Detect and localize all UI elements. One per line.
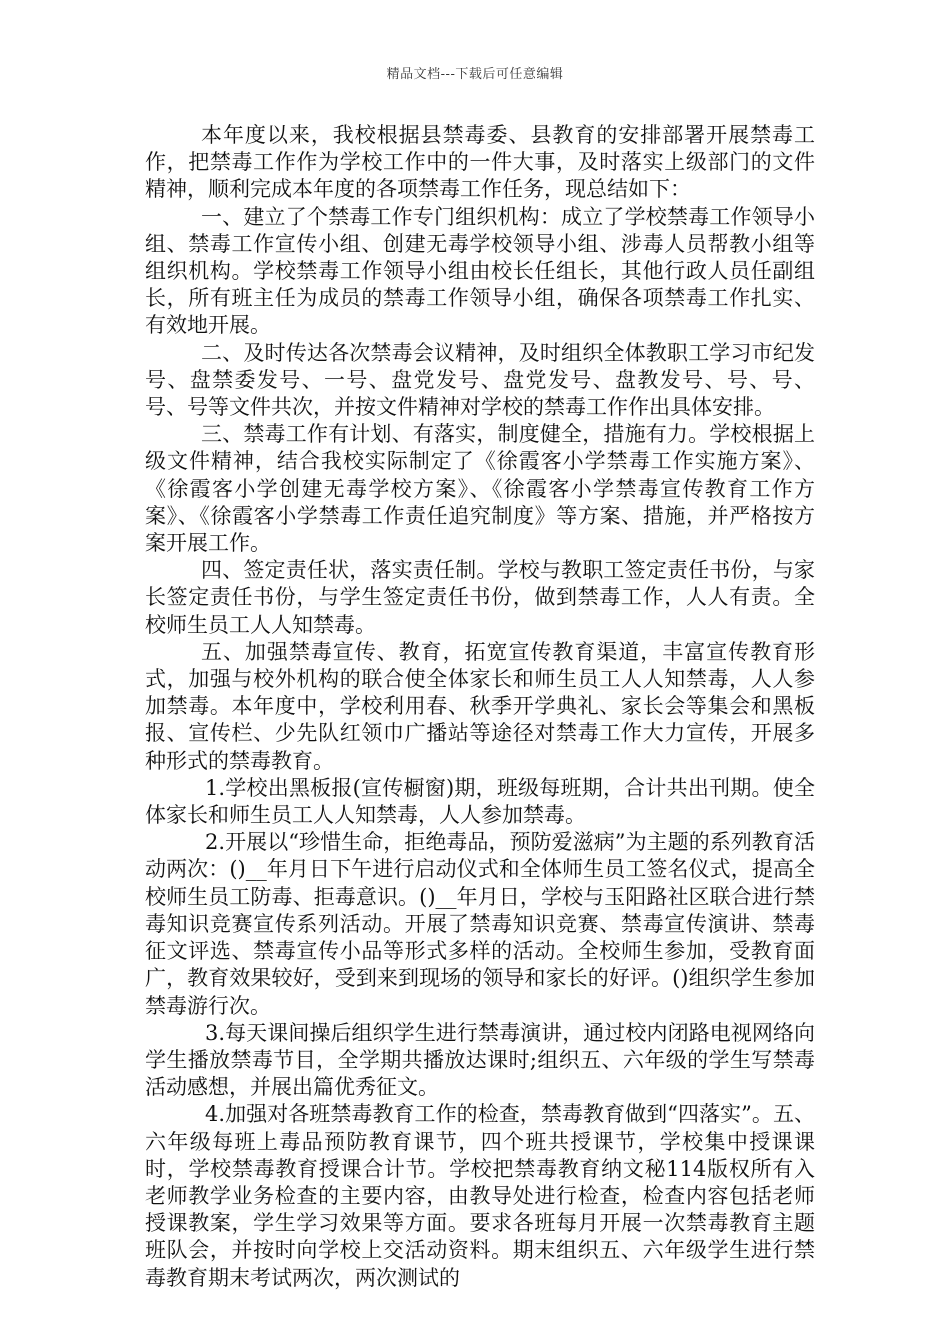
paragraph-intro: 本年度以来，我校根据县禁毒委、县教育的安排部署开展禁毒工作，把禁毒工作作为学校工作中的一件大事，及时落实上级部门的文件精神，顺利完成本年度的各项禁毒工作任务，现总结如下： [145, 123, 815, 202]
paragraph-item-3: 3.每天课间操后组织学生进行禁毒演讲，通过校内闭路电视网络向学生播放禁毒节目，全学期共播放达课时;组织五、六年级的学生写禁毒活动感想，并展出篇优秀征文。 [145, 1020, 815, 1100]
document-body [145, 122, 815, 1292]
paragraph-item-4: 4.加强对各班禁毒教育工作的检查，禁毒教育做到“四落实”。五、六年级每班上毒品预防教育课节，四个班共授课节，学校集中授课课时，学校禁毒教育授课合计节。学校把禁毒教育纳文秘114版权所有入老师教学业务检查的主要内容，由教导处进行检查，检查内容包括老师授课教案，学生学习效果等方面。要求各班每月开展一次禁毒教育主题班队会，并按时向学校上交活动资料。期末组织五、六年级学生进行禁毒教育期末考试两次，两次测试的 [145, 1102, 815, 1290]
paragraph-item-1: 1.学校出黑板报(宣传橱窗)期，班级每班期，合计共出刊期。使全体家长和师生员工人人知禁毒，人人参加禁毒。 [145, 775, 815, 828]
paragraph-section-3: 三、禁毒工作有计划、有落实，制度健全，措施有力。学校根据上级文件精神，结合我校实际制定了《徐霞客小学禁毒工作实施方案》、《徐霞客小学创建无毒学校方案》、《徐霞客小学禁毒宣传教育工作方案》、《徐霞客小学禁毒工作责任追究制度》等方案、措施，并严格按方案开展工作。 [145, 422, 815, 556]
paragraph-item-2: 2.开展以“珍惜生命，拒绝毒品，预防爱滋病”为主题的系列教育活动两次：()__年月日下午进行启动仪式和全体师生员工签名仪式，提高全校师生员工防毒、拒毒意识。()__年月日，学校与玉阳路社区联合进行禁毒知识竞赛宣传系列活动。开展了禁毒知识竞赛、禁毒宣传演讲、禁毒征文评选、禁毒宣传小品等形式多样的活动。全校师生参加，受教育面广，教育效果较好，受到来到现场的领导和家长的好评。()组织学生参加禁毒游行次。 [145, 830, 815, 1018]
paragraph-section-4: 四、签定责任状，落实责任制。学校与教职工签定责任书份，与家长签定责任书份，与学生签定责任书份，做到禁毒工作，人人有责。全校师生员工人人知禁毒。 [145, 558, 815, 637]
paragraph-section-1: 一、建立了个禁毒工作专门组织机构：成立了学校禁毒工作领导小组、禁毒工作宣传小组、创建无毒学校领导小组、涉毒人员帮教小组等组织机构。学校禁毒工作领导小组由校长任组长，其他行政人员任副组长，所有班主任为成员的禁毒工作领导小组，确保各项禁毒工作扎实、有效地开展。 [145, 204, 815, 338]
page-header: 精品文档---下载后可任意编辑 [386, 67, 564, 82]
paragraph-section-5: 五、加强禁毒宣传、教育，拓宽宣传教育渠道，丰富宣传教育形式，加强与校外机构的联合使全体家长和师生员工人人知禁毒，人人参加禁毒。本年度中，学校利用春、秋季开学典礼、家长会等集会和黑板报、宣传栏、少先队红领巾广播站等途径对禁毒工作大力宣传，开展多种形式的禁毒教育。 [145, 639, 815, 773]
paragraph-section-2: 二、及时传达各次禁毒会议精神，及时组织全体教职工学习市纪发号、盘禁委发号、一号、盘党发号、盘党发号、盘教发号、号、号、号、号等文件共次，并按文件精神对学校的禁毒工作作出具体安排。 [145, 340, 815, 420]
